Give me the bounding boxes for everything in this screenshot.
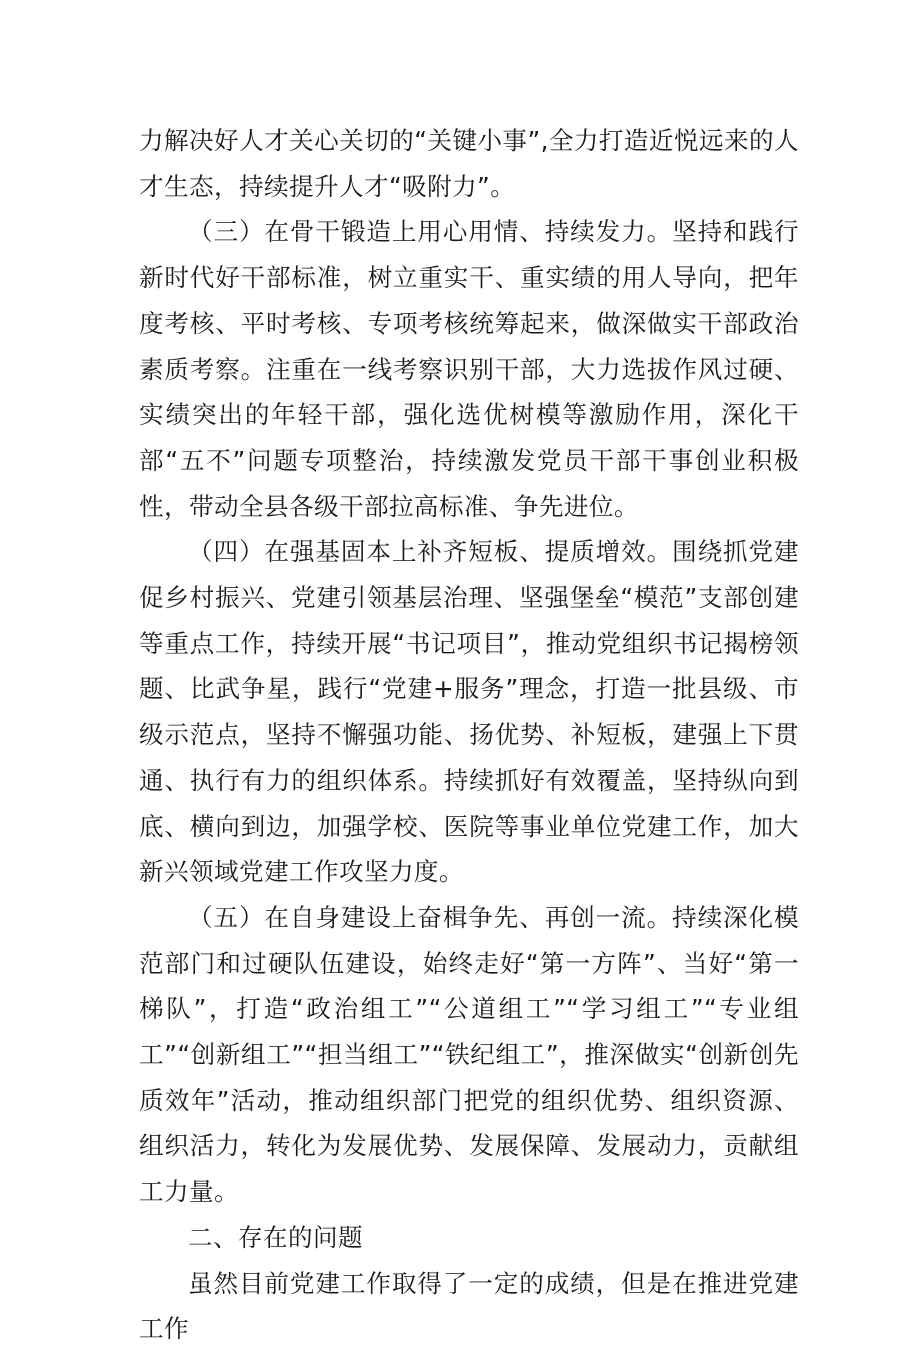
heading-existing-problems: 二、存在的问题 [188,1222,363,1252]
paragraph-talent-ecology: 力解决好人才关心关切的“关键小事”,全力打造近悦远来的人才生态，持续提升人才“吸附力”。 [139,126,799,201]
paragraph-problems-intro: 虽然目前党建工作取得了一定的成绩，但是在推进党建工作 [139,1268,799,1344]
paragraph-section-five: （五）在自身建设上奋楫争先、再创一流。持续深化模范部门和过硬队伍建设，始终走好“第一方阵”、当好“第一梯队”，打造“政治组工”“公道组工”“学习组工”“专业组工”“创新组工”“担当组工”“铁纪组工”，推深做实“创新创先质效年”活动，推动组织部门把党的组织优势、组织资源、组织活力，转化为发展优势、发展保障、发展动力，贡献组工力量。 [139,902,799,1207]
paragraph-section-four: （四）在强基固本上补齐短板、提质增效。围绕抓党建促乡村振兴、党建引领基层治理、坚强堡垒“模范”支部创建等重点工作，持续开展“书记项目”，推动党组织书记揭榜领题、比武争星，践行“党建+服务”理念，打造一批县级、市级示范点，坚持不懈强功能、扬优势、补短板，建强上下贯通、执行有力的组织体系。持续抓好有效覆盖，坚持纵向到底、横向到边，加强学校、医院等事业单位党建工作，加大新兴领域党建工作攻坚力度。 [139,537,799,887]
document-body [139,118,799,1352]
paragraph-section-three: （三）在骨干锻造上用心用情、持续发力。坚持和践行新时代好干部标准，树立重实干、重实绩的用人导向，把年度考核、平时考核、专项考核统筹起来，做深做实干部政治素质考察。注重在一线考察识别干部，大力选拔作风过硬、实绩突出的年轻干部，强化选优树模等激励作用，深化干部“五不”问题专项整治，持续激发党员干部干事创业积极性，带动全县各级干部拉高标准、争先进位。 [139,217,799,521]
